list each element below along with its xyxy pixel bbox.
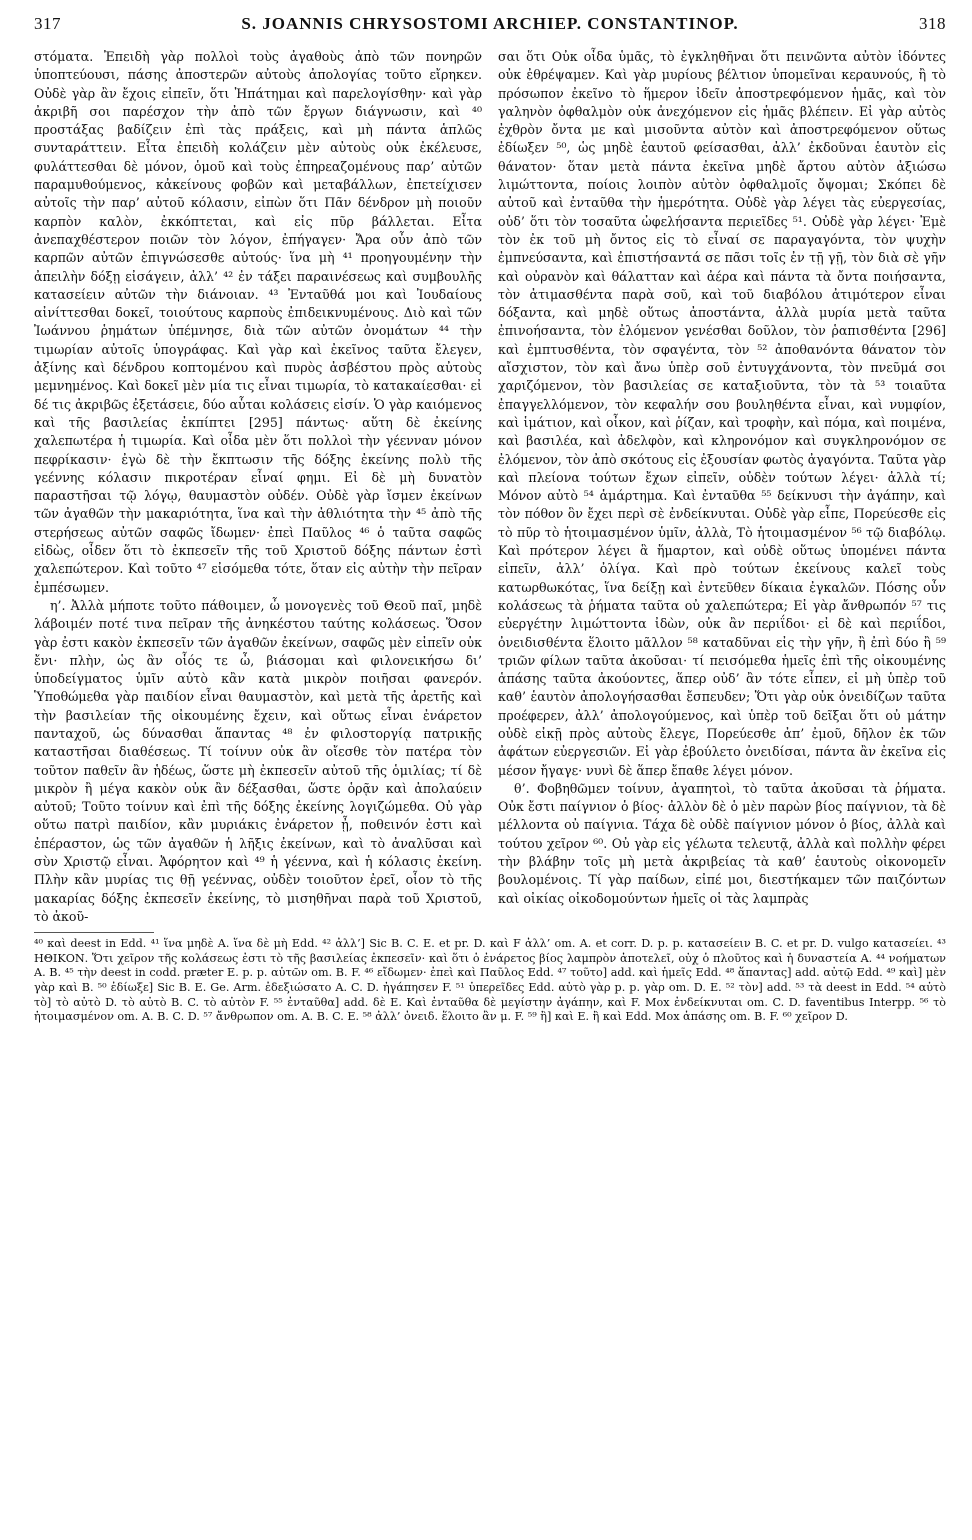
footnotes: ⁴⁰ καὶ deest in Edd. ⁴¹ ἵνα μηδὲ A. ἵνα δὲ μὴ Edd. ⁴² ἀλλ’] Sic B. C. E. et pr. D. καὶ F ἀλλ’ om. A. et corr. D. p. p. κατασείειν B. C. et pr. D. vulgo κατασείει. ⁴³ ΗΘΙΚΟΝ. Ὅτι χεῖρον τῆς κολάσεως ἐστι τὸ τῆς βασιλείας ἐκπεσεῖν· καὶ ὅτι ὁ ἐνάρετος βίος λαμπρὸν ἀποτελεῖ, οὐχ ὁ πλοῦτος καὶ ἡ δυναστεία A. ⁴⁴ νοήματων A. B. ⁴⁵ τὴν deest in codd. præter E. p. p. αὐτῶν om. B. F. ⁴⁶ εἴδωμεν· ἐπεὶ καὶ Παῦλος Edd. ⁴⁷ τοῦτο] add. καὶ ἡμεῖς Edd. ⁴⁸ ἅπαντας] add. αὐτῷ Edd. ⁴⁹ καὶ] μὲν γὰρ καὶ B. ⁵⁰ ἐδίωξε] Sic B. E. Ge. Arm. ἐδεξιώσατο A. C. D. ἠγάπησεν F. ⁵¹ ὑπερεῖδες Edd. αὐτὸ γὰρ p. p. γὰρ om. D. E. ⁵² τὸν] add. ⁵³ τὰ deest in Edd. ⁵⁴ αὐτὸ τὸ] τὸ αὐτὸ D. τὸ αὐτὸ B. C. τὸ αὐτὸν F. ⁵⁵ ἐνταῦθα] add. δὲ E. Καὶ ἐνταῦθα δὲ μεγίστην ἀγάπην, καὶ F. Mox ἐνδείκνυται om. C. D. faventibus Interpp. ⁵⁶ τὸ ἡτοιμασμένον om. A. B. C. D. ⁵⁷ ἄνθρωπον om. A. B. C. E. ⁵⁸ ἀλλ’ ὀνειδ. ἕλοιτο ἂν μ. F. ⁵⁹ ἢ] καὶ E. ἢ καὶ Edd. Mox ἁπάσης om. B. F. ⁶⁰ χεῖρον D.: [34, 937, 946, 1024]
running-title: S. JOANNIS CHRYSOSTOMI ARCHIEP. CONSTANTINOP.: [241, 14, 739, 33]
left-paragraph: η’. Ἀλλὰ μήποτε τοῦτο πάθοιμεν, ὦ μονογενὲς τοῦ Θεοῦ παῖ, μηδὲ λάβοιμέν ποτέ τινα πεῖραν τῆς ἀνηκέστου ταύτης κολάσεως. Ὅσον γὰρ ἐστι κακὸν ἐκπεσεῖν τῶν ἀγαθῶν ἐκείνων, σαφῶς μὲν εἰπεῖν οὐκ ἔνι· πλὴν, ὡς ἂν οἷός τε ὦ, βιάσομαι καὶ φιλονεικήσω δι’ ὑποδείγματος ὑμῖν αὐτὸ κἂν κατὰ μικρὸν ποιῆσαι φανερόν. Ὑποθώμεθα γὰρ παιδίον εἶναι θαυμαστὸν, καὶ μετὰ τῆς ἀρετῆς καὶ τὴν βασιλείαν τῆς οἰκουμένης ἔχειν, καὶ οὕτως εἶναι ἐνάρετον πανταχοῦ, ὡς δύνασθαι ἅπαντας ⁴⁸ ἐν φιλοστοργίᾳ πατρικῇς καταστῆσαι διαθέσεως. Τί τοίνυν οὐκ ἂν οἴεσθε τὸν πατέρα τὸν τοῦτον παθεῖν ἂν ἡδέως, ὥστε μὴ ἐκπεσεῖν αὐτοῦ τῆς ὁμιλίας; τί δὲ μικρὸν ἢ μέγα κακὸν οὐκ ἂν δέξασθαι, ὥστε ὁρᾷν καὶ ἀπολαύειν αὐτοῦ; Τοῦτο τοίνυν καὶ ἐπὶ τῆς δόξης ἐκείνης λογιζώμεθα. Οὐ γὰρ οὕτω πατρὶ παιδίον, κἂν μυριάκις ἐνάρετον ᾖ, ποθεινόν ἐστι καὶ ἐπέραστον, ὡς τῶν ἀγαθῶν ἡ λῆξις ἐκείνων, καὶ τὸ ἀναλῦσαι καὶ σὺν Χριστῷ εἶναι. Ἀφόρητον καὶ ⁴⁹ ἡ γέεννα, καὶ ἡ κόλασις ἐκείνη. Πλὴν κἂν μυρίας τις θῇ γεέννας, οὐδὲν τοιοῦτον ἐρεῖ, οἷον τὸ τῆς μακαρίας δόξης ἐκπεσεῖν ἐκείνης, τὸ μισηθῆναι παρὰ τοῦ Χριστοῦ, τὸ ἀκοῦ-: [34, 597, 482, 924]
page-number-left: 317: [34, 14, 61, 33]
right-column: [498, 48, 946, 926]
right-paragraph: σαι ὅτι Οὐκ οἶδα ὑμᾶς, τὸ ἐγκληθῆναι ὅτι πεινῶντα αὐτὸν ἰδόντες οὐκ ἐθρέψαμεν. Καὶ γὰρ μυρίους βέλτιον ὑπομεῖναι κεραυνούς, ἢ τὸ πρόσωπον ἐκεῖνο τὸ ἥμερον ἰδεῖν ἀποστρεφόμενον ἡμᾶς, καὶ τὸν γαληνὸν ὀφθαλμὸν οὐκ ἀνεχόμενον εἰς ἡμᾶς βλέπειν. Εἰ γὰρ αὐτὸς ἐχθρὸν ὄντα με καὶ μισοῦντα αὐτὸν καὶ ἀποστρεφόμενον οὕτως ἐδίωξεν ⁵⁰, ὡς μηδὲ ἑαυτοῦ φείσασθαι, ἀλλ’ ἐκδοῦναι ἑαυτὸν εἰς θάνατον· ὅταν μετὰ πάντα ἐκεῖνα μηδὲ ἄρτου αὐτὸν ἀξιώσω λιμώττοντα, ποίοις λοιπὸν αὐτὸν ὀφθαλμοῖς ὄψομαι; Σκόπει δὲ αὐτοῦ καὶ ἐνταῦθα τὴν ἡμερότητα. Οὐδὲ γὰρ λέγει τὰς εὐεργεσίας, οὐδ’ ὅτι τὸν τοσαῦτα ὠφελήσαντα περιεῖδες ⁵¹. Οὐδὲ γὰρ λέγει· Ἐμὲ τὸν ἐκ τοῦ μὴ ὄντος εἰς τὸ εἶναί σε παραγαγόντα, τὸν ψυχὴν ἐμπνεύσαντα, καὶ ἐπιστήσαντά σε πᾶσι τοῖς ἐν τῇ γῇ, τὸν διὰ σὲ γῆν καὶ οὐρανὸν καὶ θάλατταν καὶ ἀέρα καὶ πάντα τὰ ὄντα ποιήσαντα, τὸν ἀτιμασθέντα παρὰ σοῦ, καὶ τοῦ διαβόλου ἀτιμότερον εἶναι δόξαντα, καὶ μηδὲ οὕτως ἀποστάντα, ἀλλὰ μυρία μετὰ ταῦτα ἐπινοήσαντα, τὸν ἐλόμενον γενέσθαι δοῦλον, τὸν ῥαπισθέντα [296] καὶ ἐμπτυσθέντα, τὸν σφαγέντα, τὸν ⁵² ἀποθανόντα θάνατον τὸν αἴσχιστον, τὸν καὶ ἄνω ὑπὲρ σοῦ ἐντυγχάνοντα, τὸν πνεῦμά σοι χαριζόμενον, τὸν βασιλείας σε καταξιοῦντα, τὸν τὰ ⁵³ τοιαῦτα ἐπαγγελλόμενον, τὸν κεφαλήν σου βουληθέντα εἶναι, καὶ νυμφίον, καὶ ἱμάτιον, καὶ οἶκον, καὶ ῥίζαν, καὶ τροφὴν, καὶ πόμα, καὶ ποιμένα, καὶ βασιλέα, καὶ ἀδελφὸν, καὶ κληρονόμον καὶ συγκληρονόμον σε ἐλόμενον, τὸν ἀπὸ σκότους εἰς ἐξουσίαν φωτὸς ἀγαγόντα. Ταῦτα γὰρ καὶ πλείονα τούτων ἔχων εἰπεῖν, οὐδὲν τούτων λέγει· ἀλλὰ τί; Μόνον αὐτὸ ⁵⁴ ἁμάρτημα. Καὶ ἐνταῦθα ⁵⁵ δείκνυσι τὴν ἀγάπην, καὶ τὸν πόθον ὃν ἔχει περὶ σὲ ἐνδείκνυται. Οὐδὲ γὰρ εἶπε, Πορεύεσθε εἰς τὸ πῦρ τὸ ἡτοιμασμένον ὑμῖν, ἀλλὰ, Τὸ ἡτοιμασμένον ⁵⁶ τῷ διαβόλῳ. Καὶ πρότερον λέγει ἃ ἥμαρτον, καὶ οὐδὲ οὕτως ὑπομένει πάντα εἰπεῖν, ἀλλ’ ὀλίγα. Καὶ πρὸ τούτων ἐκείνους καλεῖ τοὺς κατωρθωκότας, ἵνα δείξῃ καὶ ἐντεῦθεν δίκαια ἐγκαλῶν. Πόσης οὖν κολάσεως τὰ ῥήματα ταῦτα οὐ χαλεπώτερα; Εἰ γὰρ ἄνθρωπόν ⁵⁷ τις εὐεργέτην λιμώττοντα ἰδὼν, οὐκ ἂν περιΐδοι· εἰ δὲ καὶ περιΐδοι, ὀνειδισθέντα ἕλοιτο μᾶλλον ⁵⁸ καταδῦναι εἰς τὴν γῆν, ἢ ἐπὶ δύο ἢ ⁵⁹ τριῶν φίλων ταῦτα ἀκοῦσαι· τί πεισόμεθα ἡμεῖς ἐπὶ τῆς οἰκουμένης ἁπάσης ταῦτα ἀκούοντες, ἅπερ οὐδ’ ἂν τότε εἶπεν, εἰ μὴ ὑπὲρ τοῦ καθ’ ἑαυτὸν ἀπολογήσασθαι ἔσπευδεν; Ὅτι γὰρ οὐκ ὀνειδίζων ταῦτα προέφερεν, ἀλλ’ ἀπολογούμενος, καὶ ὑπὲρ τοῦ δεῖξαι ὅτι οὐ μάτην οὐδὲ εἰκῇ πρὸς αὐτοὺς ἔλεγε, Πορεύεσθε ἀπ’ ἐμοῦ, δῆλον ἐκ τῶν ἀφάτων εὐεργεσιῶν. Εἰ γὰρ ἐβούλετο ὀνειδίσαι, πάντα ἂν ἐκεῖνα εἰς μέσον ἤγαγε· νυνὶ δὲ ἅπερ ἔπαθε λέγει μόνον.: [498, 49, 946, 778]
right-paragraph: θ’. Φοβηθῶμεν τοίνυν, ἀγαπητοὶ, τὸ ταῦτα ἀκοῦσαι τὰ ῥήματα. Οὐκ ἔστι παίγνιον ὁ βίος· ἀλλὸν δὲ ὁ μὲν παρὼν βίος παίγνιον, τὰ δὲ μέλλοντα οὐ παίγνια. Τάχα δὲ οὐδὲ παίγνιον μόνον ὁ βίος, ἀλλὰ καὶ τούτου χεῖρον ⁶⁰. Οὐ γὰρ εἰς γέλωτα τελευτᾷ, ἀλλὰ καὶ πολλὴν φέρει τὴν βλάβην τοῖς μὴ μετὰ ἀκριβείας τὰ καθ’ ἑαυτοὺς οἰκονομεῖν βουλομένοις. Τί γὰρ παίδων, εἰπέ μοι, διεστήκαμεν τῶν παιζόντων καὶ οἰκίας οἰκοδομούντων ἡμεῖς οἱ τὰς λαμπρὰς: [498, 780, 946, 906]
footnote-divider: [34, 932, 154, 933]
running-header: [34, 14, 946, 40]
text-columns: [34, 48, 946, 926]
left-paragraph: στόματα. Ἐπειδὴ γὰρ πολλοὶ τοὺς ἀγαθοὺς ἀπὸ τῶν πονηρῶν ὑποπτεύουσι, πάσης ἀποστερῶν αὐτοὺς ἀπολογίας τοῦτο εἴρηκεν. Οὐδὲ γὰρ ἂν ἔχοις εἰπεῖν, ὅτι Ἠπάτημαι καὶ παρελογίσθην· καὶ γὰρ ἀκριβῆ σοι παρέσχον τὴν ἀπὸ τῶν ἔργων διάγνωσιν, καὶ ⁴⁰ προστάξας βαδίζειν ἐπὶ τὰς πράξεις, καὶ μὴ πάντα ἁπλῶς συνταράττειν. Εἶτα ἐπειδὴ κολάζειν μὲν αὐτοὺς οὐκ ἐκέλευσε, φυλάττεσθαι δὲ μόνον, ὁμοῦ καὶ τοὺς ἐπηρεαζομένους παρ’ αὐτῶν παραμυθούμενος, κἀκείνους φοβῶν καὶ μεταβάλλων, ἐπετείχισεν αὐτοῖς τὴν παρ’ αὐτοῦ κόλασιν, εἰπὼν ὅτι Πᾶν δένδρον μὴ ποιοῦν καρπὸν καλὸν, ἐκκόπτεται, καὶ εἰς πῦρ βάλλεται. Εἶτα ἀνεπαχθέστερον ποιῶν τὸν λόγον, ἐπήγαγεν· Ἄρα οὖν ἀπὸ τῶν καρπῶν αὐτῶν ἐπιγνώσεσθε αὐτούς· ἵνα μὴ ⁴¹ προηγουμένην τὴν ἀπειλὴν δόξῃ εἰσάγειν, ἀλλ’ ⁴² ἐν τάξει παραινέσεως καὶ συμβουλῆς κατασείειν αὐτῶν τὴν διάνοιαν. ⁴³ Ἐνταῦθά μοι καὶ Ἰουδαίους αἰνίττεσθαι δοκεῖ, τοιούτους καρποὺς ἐπιδεικνυμένους. Διὸ καὶ τῶν Ἰωάννου ῥημάτων ὑπέμνησε, διὰ τῶν αὐτῶν ὀνομάτων ⁴⁴ τὴν τιμωρίαν αὐτοῖς ὑπογράφας. Καὶ γὰρ καὶ ἐκεῖνος ταῦτα ἔλεγεν, ἀξίνης καὶ δένδρου κοπτομένου καὶ πυρὸς ἀσβέστου πρὸς αὐτοὺς μεμνημένος. Καὶ δοκεῖ μὲν μία τις εἶναι τιμωρία, τὸ κατακαίεσθαι· εἰ δέ τις ἀκριβῶς ἐξετάσειε, δύο αὗται κολάσεις εἰσίν. Ὁ γὰρ καιόμενος καὶ τῆς βασιλείας ἐκπίπτει [295] πάντως· αὕτη δὲ ἐκείνης χαλεπωτέρα ἡ τιμωρία. Καὶ οἶδα μὲν ὅτι πολλοὶ τὴν γέενναν μόνον πεφρίκασιν· ἐγὼ δὲ τὴν ἔκπτωσιν τῆς δόξης ἐκείνης πολὺ τῆς γεέννης κόλασιν πικροτέραν εἶναί φημι. Εἰ δὲ μὴ δυνατὸν παραστῆσαι τῷ λόγῳ, θαυμαστὸν οὐδέν. Οὐδὲ γὰρ ἴσμεν ἐκείνων τῶν ἀγαθῶν τὴν μακαριότητα, ἵνα καὶ τὴν ἀθλιότητα τὴν ⁴⁵ ἀπὸ τῆς στερήσεως αὐτῶν σαφῶς ἴδωμεν· ἐπεὶ Παῦλος ⁴⁶ ὁ ταῦτα σαφῶς εἰδὼς, οἶδεν ὅτι τὸ ἐκπεσεῖν τῆς τοῦ Χριστοῦ δόξης πάντων ἐστὶ χαλεπώτερον. Καὶ τοῦτο ⁴⁷ εἰσόμεθα τότε, ὅταν εἰς αὐτὴν τὴν πεῖραν ἐμπέσωμεν.: [34, 49, 482, 595]
left-column: [34, 48, 482, 926]
page-number-right: 318: [919, 14, 946, 33]
